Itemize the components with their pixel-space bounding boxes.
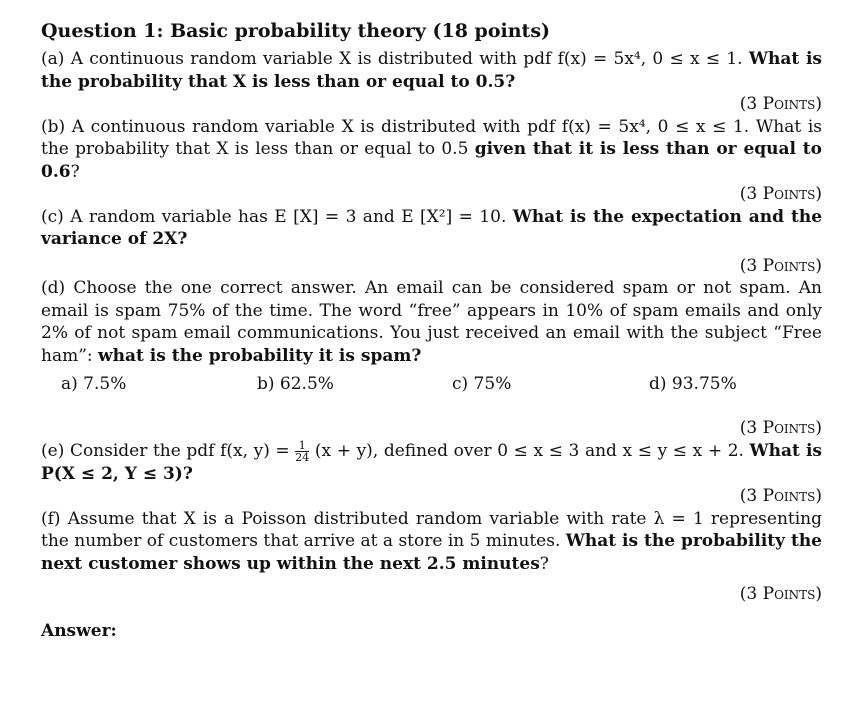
part-b-text: A continuous random variable X is distributed with pdf f(x) = 5x⁴, 0 ≤ x ≤ 1. What is the probability that X is less than or equal to 0.5	[41, 116, 822, 159]
part-c-label: (c)	[41, 206, 64, 227]
part-a-text: A continuous random variable X is distributed with pdf f(x) = 5x⁴, 0 ≤ x ≤ 1.	[70, 49, 743, 69]
points-e: (3 Points)	[739, 486, 822, 506]
part-e-label: (e)	[41, 440, 65, 461]
part-c	[41, 206, 822, 251]
document-page	[41, 14, 822, 659]
part-e-text-before: Consider the pdf f(x, y) =	[69, 440, 290, 461]
part-b-label: (b)	[41, 116, 66, 137]
part-d	[41, 277, 822, 367]
part-b-question: given that it is less than or equal to 0.6	[41, 139, 822, 182]
points-f: (3 Points)	[739, 584, 822, 604]
part-d-question: what is the probability it is spam?	[98, 345, 422, 366]
choice-d[interactable]: d) 93.75%	[649, 374, 737, 394]
part-a-label: (a)	[41, 49, 65, 69]
part-a	[41, 48, 822, 93]
part-b: (b) A continuous random variable X is distributed with pdf f(x) = 5x⁴, 0 ≤ x ≤ 1. What is the probability that X is less than or equal to 0.5 given that it is less than or equal to 0.6?	[41, 116, 822, 182]
part-f-label: (f)	[41, 508, 61, 529]
part-f-text: Assume that X is a Poisson distributed random variable with rate λ = 1 representing the number of customers that arrive at a store in 5 minutes.	[41, 508, 822, 551]
answer-choices	[41, 373, 822, 397]
part-d-label: (d)	[41, 278, 66, 298]
answer-label: Answer:	[41, 620, 117, 641]
part-c-text: A random variable has E [X] = 3 and E [X²] = 10.	[70, 206, 507, 227]
part-a-question: What is the probability that X is less than or equal to 0.5?	[41, 49, 823, 92]
part-f: (f) Assume that X is a Poisson distributed random variable with rate λ = 1 representing the number of customers that arrive at a store in 5 minutes. What is the probability the next customer shows up within the next 2.5 minutes?	[41, 508, 822, 574]
part-e-question: What is P(X ≤ 2, Y ≤ 3)?	[41, 440, 822, 484]
part-e	[41, 440, 822, 486]
points-d: (3 Points)	[739, 418, 822, 438]
fraction-one-over-24: $\frac{1}{24}$	[295, 438, 310, 464]
part-d-text: Choose the one correct answer. An email can be considered spam or not spam. An email is spam 75% of the time. The word “free” appears in 10% of spam emails and only 2% of not spam email communications. You just received an email with the subject “Free ham”:	[41, 278, 822, 366]
points-c: (3 Points)	[739, 255, 822, 276]
points-a: (3 Points)	[739, 94, 822, 114]
part-f-question: What is the probability the next customer shows up within the next 2.5 minutes	[41, 531, 822, 574]
part-c-question: What is the expectation and the variance of 2X?	[41, 206, 823, 249]
part-e-text-after: (x + y), defined over 0 ≤ x ≤ 3 and x ≤ y ≤ x + 2.	[314, 440, 744, 461]
choice-c[interactable]: c) 75%	[452, 374, 512, 394]
choice-a[interactable]: a) 7.5%	[61, 374, 127, 394]
points-b: (3 Points)	[739, 184, 822, 204]
choice-b[interactable]: b) 62.5%	[257, 374, 334, 394]
question-title: Question 1: Basic probability theory (18 points)	[41, 20, 551, 42]
